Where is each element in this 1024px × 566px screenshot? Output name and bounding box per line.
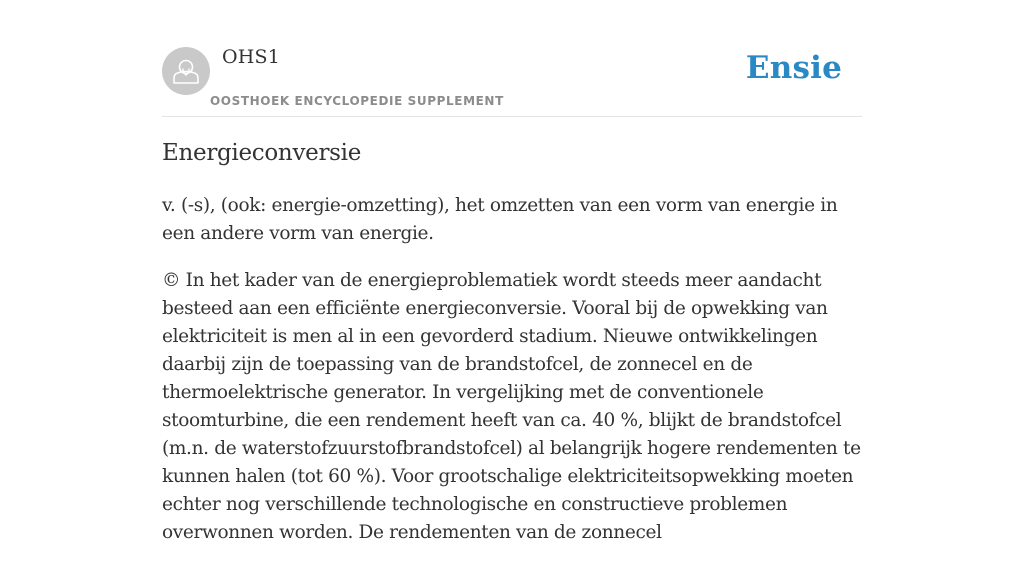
source-header <box>162 44 862 117</box>
source-code[interactable]: OHS1 <box>222 46 281 68</box>
article-paragraph: v. (-s), (ook: energie-omzetting), het omzetten van een vorm van energie in een andere vorm van energie. <box>162 195 838 244</box>
article-body <box>162 192 862 566</box>
article-paragraph: © In het kader van de energieproblematiek wordt steeds meer aandacht besteed aan een efficiënte energieconversie. Vooral bij de opwekking van elektriciteit is men al in een gevorderd stadium. Nieuwe ontwikkelingen daarbij zijn de toepassing van de brandstofcel, de zonnecel en de thermoelektrische generator. In vergelijking met de conventionele stoomturbine, die een rendement heeft van ca. 40 %, blijkt de brandstofcel (m.n. de waterstofzuurstofbrandstofcel) al belangrijk hogere rendementen te kunnen halen (tot 60 %). Voor grootschalige elektriciteitsopwekking moeten echter nog verschillende technologische en constructieve problemen overwonnen worden. De rendementen van de zonnecel <box>162 270 861 543</box>
user-icon[interactable] <box>162 47 210 95</box>
article-title: Energieconversie <box>162 140 362 166</box>
source-name[interactable]: OOSTHOEK ENCYCLOPEDIE SUPPLEMENT <box>210 94 504 108</box>
brand-logo[interactable]: Ensie <box>745 50 842 86</box>
